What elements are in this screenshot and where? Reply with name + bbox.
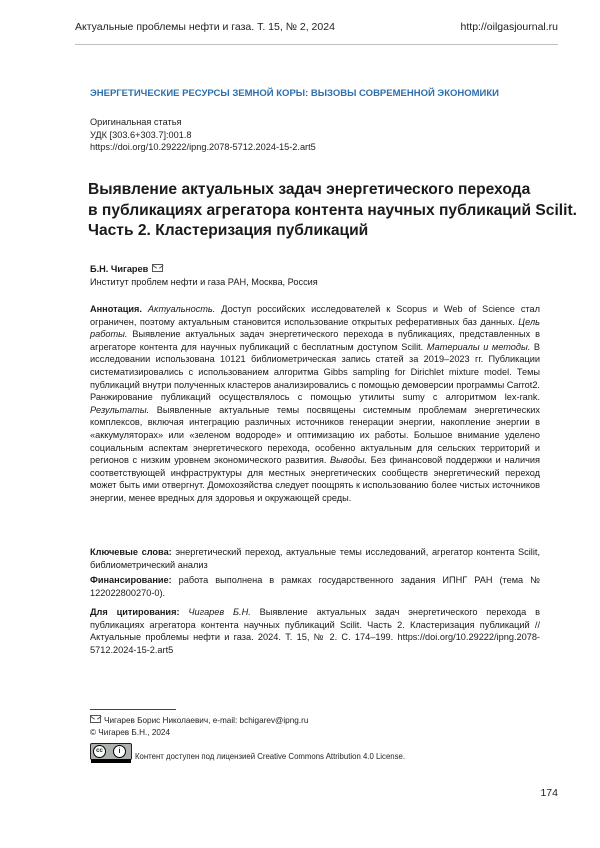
citation [90,606,540,656]
envelope-icon [90,715,101,723]
keywords-text: энергетический переход, актуальные темы исследований, агрегатор контента Scilit, библиометрический анализ [90,547,540,570]
envelope-icon[interactable] [152,264,163,272]
abstract [90,303,540,505]
cc-icon: cc [93,745,106,758]
title-line-2: в публикациях агрегатора контента научных публикаций Scilit. [88,201,577,219]
udk: УДК [303.6+303.7]:001.8 [90,129,192,140]
header-divider [75,44,558,45]
by-icon: i [113,745,126,758]
keywords-label: Ключевые слова: [90,547,172,557]
methods-text: В исследовании использована 10121 библиометрическая запись статей за 2019–2023 гг. Публикации систематизировались с использованием алгоритма Gibbs sampling for Dirichlet mixture model. Темы публикаций внутри полученных кластеров анализировались с помощью демоверсии программы Carrot2. Ранжирование публикаций осуществлялось с помощью утилиты sumy с алгоритмом lex-rank. [90,341,540,403]
funding-text: работа выполнена в рамках государственного задания ИПНГ РАН (тема № 122022800270-0). [90,575,540,598]
footnote [90,715,550,739]
license-text: Контент доступен под лицензией Creative Commons Attribution 4.0 License. [135,752,406,761]
footnote-divider [90,709,176,710]
citation-label: Для цитирования: [90,607,180,617]
article-title [88,180,577,242]
article-type: Оригинальная статья [90,117,182,127]
funding [90,574,540,599]
author-affiliation: Институт проблем нефти и газа РАН, Москва, Россия [90,276,318,287]
conclusions-label: Выводы. [330,455,368,466]
keywords [90,546,540,571]
methods-label: Материалы и методы. [426,341,531,352]
citation-author: Чигарев Б.Н. [179,607,251,617]
author-name: Б.Н. Чигарев [90,264,149,274]
journal-title: Актуальные проблемы нефти и газа. Т. 15, № 2, 2024 [75,21,335,33]
abstract-label: Аннотация. [90,304,142,314]
goal-label: Цель работы. [90,316,540,340]
author-contact: Чигарев Борис Николаевич, e-mail: bchigarev@ipng.ru [104,716,309,725]
journal-url[interactable]: http://oilgasjournal.ru [460,21,558,33]
results-text: Выявленные актуальные темы посвящены системным проблемам энергетических комплексов, включая интеграцию различных источников генерации энергии, накопление энергии в «аккумуляторах» или «зеленом водороде» и оптимизацию их работы. Большое внимание уделено социальным аспектам энергетического перехода, особенно актуальным для сельских территорий и регионов с низким уровнем экономического развития. [90,404,540,466]
article-meta [90,116,540,154]
copyright: © Чигарев Б.Н., 2024 [90,728,171,738]
goal-text: Выявление актуальных задач энергетического перехода в публикациях, представленных в агрегаторе контента для научных публикаций с бесплатным доступом Scilit. [90,329,540,352]
citation-text: Выявление актуальных задач энергетического перехода в публикациях агрегатора контента научных публикаций Scilit. Часть 2. Кластеризация публикаций // Актуальные проблемы нефти и газа. 2024. Т. 15, № 2. С. 174–199. https://doi.org/10.29222/ipng.2078-5712.2024-15-2.art5 [90,607,540,655]
page-number: 174 [540,787,558,799]
funding-label: Финансирование: [90,575,172,585]
doi-link[interactable]: https://doi.org/10.29222/ipng.2078-5712.2024-15-2.art5 [90,142,316,152]
title-line-3: Часть 2. Кластеризация публикаций [88,222,369,239]
conclusions-text: Без финансовой поддержки и наличия соответствующей инфраструктуры для местных энергетических сообществ энергетический переход может быть ими отвергнут. Домохозяйства следует поощрять к использованию более чистых источников энергии, менее вредных для здоровья и окружающей среды. [90,455,540,503]
cc-by-badge-icon[interactable] [90,743,132,760]
relevance-text: Доступ российских исследователей к Scopus и Web of Science стал ограничен, поэтому актуальным становится использование открытых реферативных баз данных. [90,304,540,327]
section-rubric: ЭНЕРГЕТИЧЕСКИЕ РЕСУРСЫ ЗЕМНОЙ КОРЫ: ВЫЗОВЫ СОВРЕМЕННОЙ ЭКОНОМИКИ [90,88,500,99]
title-line-1: Выявление актуальных задач энергетического перехода [88,181,531,198]
author-block [90,263,540,288]
relevance-label: Актуальность. [147,304,216,314]
results-label: Результаты. [90,404,150,415]
